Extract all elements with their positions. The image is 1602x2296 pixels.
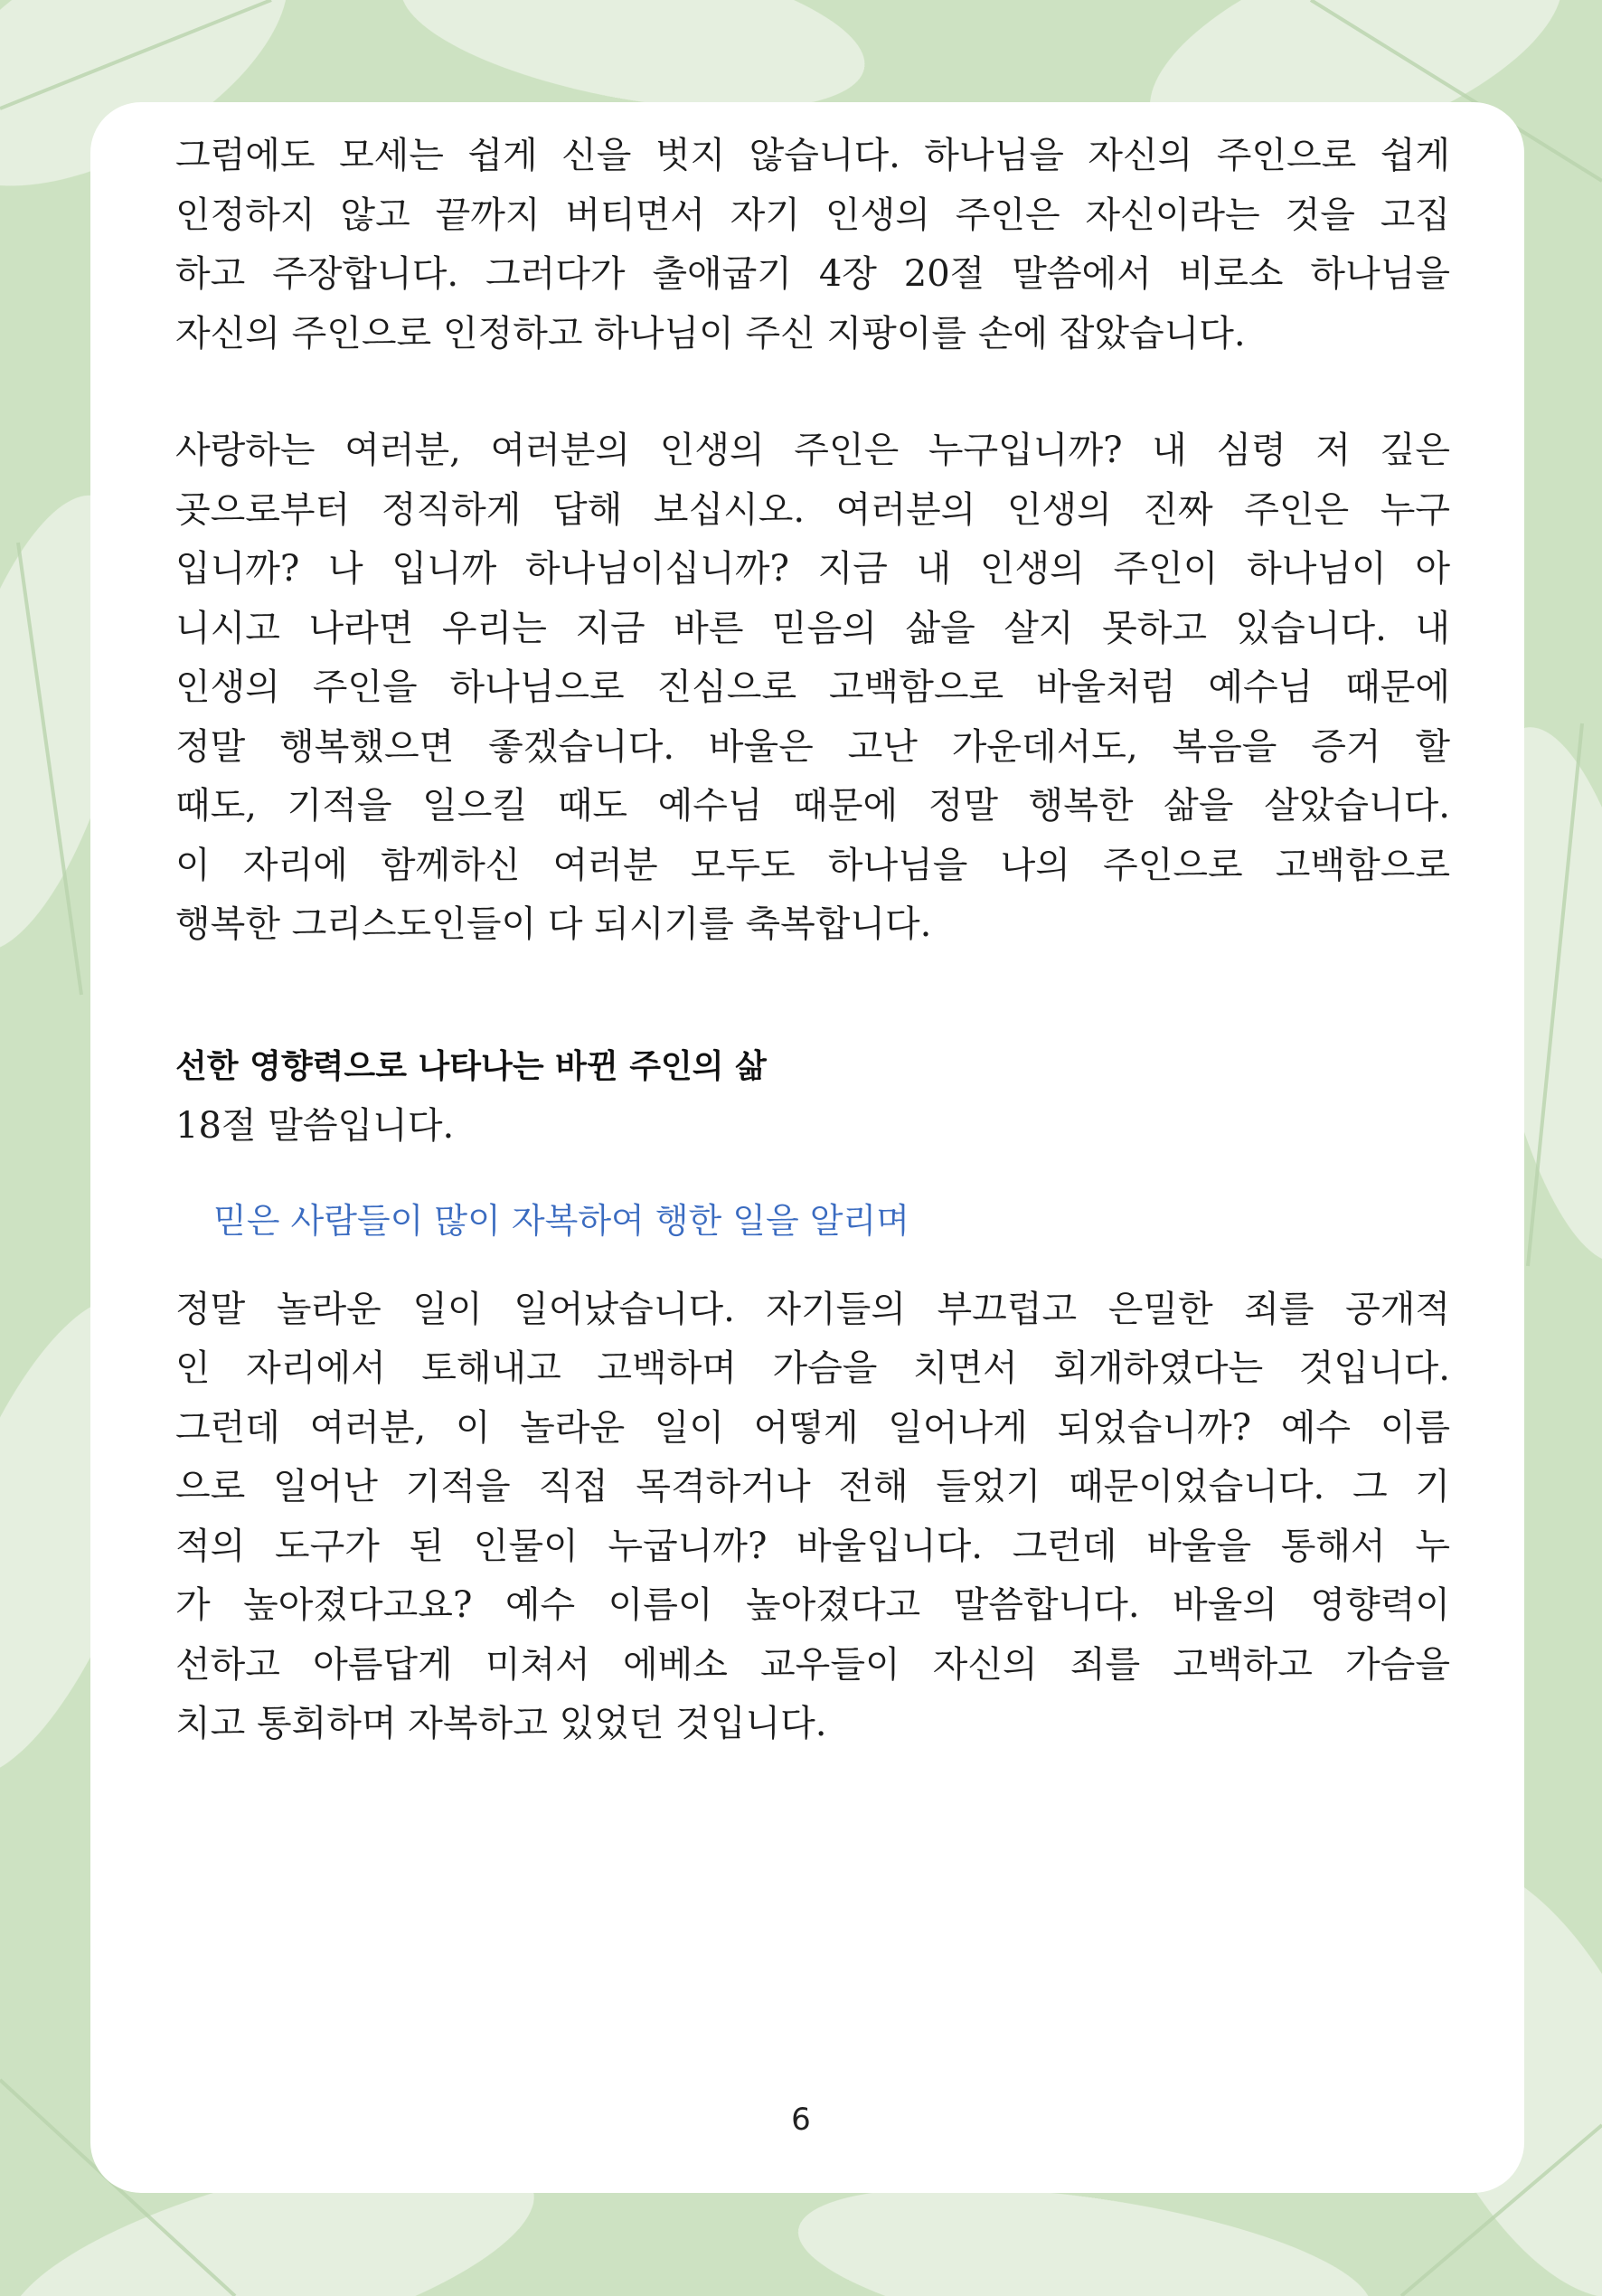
- scripture-reference: 18절 말씀입니다.: [175, 1104, 455, 1147]
- paragraph-line: 행복한 그리스도인들이 다 되시기를 축복합니다.: [175, 903, 932, 945]
- paragraph-line: 입니까? 나 입니까 하나님이십니까? 지금 내 인생의 주인이 하나님이 아: [175, 548, 1450, 590]
- paragraph-line: 때도, 기적을 일으킬 때도 예수님 때문에 정말 행복한 삶을 살았습니다.: [175, 785, 1450, 827]
- paragraph-line: 선하고 아름답게 미쳐서 에베소 교우들이 자신의 죄를 고백하고 가슴을: [175, 1643, 1450, 1686]
- scripture-quote: 믿은 사람들이 많이 자복하여 행한 일을 알리며: [213, 1200, 909, 1241]
- paragraph-line: 인생의 주인을 하나님으로 진심으로 고백함으로 바울처럼 예수님 때문에: [175, 666, 1450, 708]
- paragraph-line: 곳으로부터 정직하게 답해 보십시오. 여러분의 인생의 진짜 주인은 누구: [175, 488, 1450, 531]
- paragraph-line: 정말 행복했으면 좋겠습니다. 바울은 고난 가운데서도, 복음을 증거 할: [175, 725, 1450, 768]
- paragraph-line: 인정하지 않고 끝까지 버티면서 자기 인생의 주인은 자신이라는 것을 고집: [175, 194, 1450, 236]
- paragraph-line: 이 자리에 함께하신 여러분 모두도 하나님을 나의 주인으로 고백함으로: [175, 844, 1450, 886]
- paragraph-2: [175, 421, 1450, 955]
- paragraph-line: 인 자리에서 토해내고 고백하며 가슴을 치면서 회개하였다는 것입니다.: [175, 1347, 1450, 1389]
- paragraph-line: 정말 놀라운 일이 일어났습니다. 자기들의 부끄럽고 은밀한 죄를 공개적: [175, 1288, 1450, 1330]
- paragraph-line: 치고 통회하며 자복하고 있었던 것입니다.: [175, 1703, 827, 1744]
- paragraph-line: 적의 도구가 된 인물이 누굽니까? 바울입니다. 그런데 바울을 통해서 누: [175, 1525, 1450, 1567]
- paragraph-line: 사랑하는 여러분, 여러분의 인생의 주인은 누구입니까? 내 심령 저 깊은: [175, 430, 1450, 471]
- paragraph-line: 그럼에도 모세는 쉽게 신을 벗지 않습니다. 하나님을 자신의 주인으로 쉽게: [175, 135, 1450, 176]
- paragraph-3: [175, 1280, 1450, 1754]
- paragraph-line: 자신의 주인으로 인정하고 하나님이 주신 지팡이를 손에 잡았습니다.: [175, 312, 1246, 354]
- paragraph-line: 니시고 나라면 우리는 지금 바른 믿음의 삶을 살지 못하고 있습니다. 내: [175, 607, 1450, 649]
- paragraph-line: 가 높아졌다고요? 예수 이름이 높아졌다고 말씀합니다. 바울의 영향력이: [175, 1584, 1450, 1626]
- paragraph-line: 그런데 여러분, 이 놀라운 일이 어떻게 일어나게 되었습니까? 예수 이름: [175, 1406, 1450, 1449]
- page-number: 6: [791, 2102, 811, 2138]
- paragraph-line: 하고 주장합니다. 그러다가 출애굽기 4장 20절 말씀에서 비로소 하나님을: [175, 253, 1450, 295]
- section-heading: 선한 영향력으로 나타나는 바뀐 주인의 삶: [175, 1047, 767, 1085]
- page-content: [175, 127, 1450, 1754]
- paragraph-1: [175, 127, 1450, 364]
- paragraph-line: 으로 일어난 기적을 직접 목격하거나 전해 들었기 때문이었습니다. 그 기: [175, 1466, 1450, 1507]
